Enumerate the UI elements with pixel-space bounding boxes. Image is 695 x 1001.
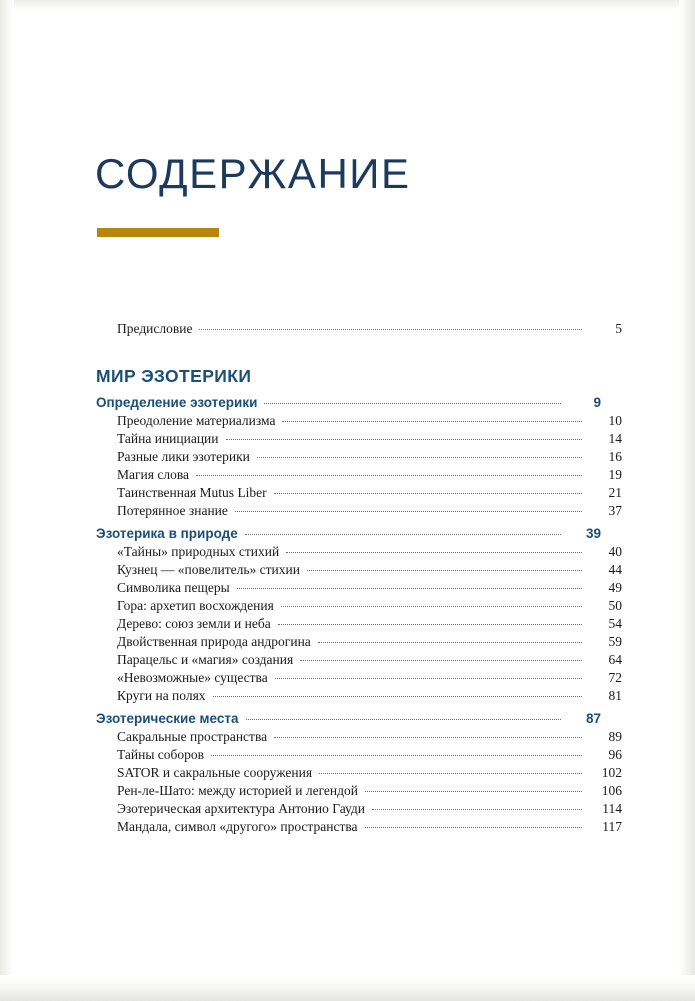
toc-entry[interactable]: [95, 802, 622, 816]
page-content: [95, 0, 622, 1001]
toc-entry-label: Парацельс и «магия» создания: [117, 652, 294, 667]
dot-leader: [319, 773, 582, 774]
dot-leader: [246, 719, 562, 720]
toc-entry[interactable]: [95, 748, 622, 762]
toc-entry-label: Рен-ле-Шато: между историей и легендой: [117, 783, 358, 798]
toc-part-heading: МИР ЭЗОТЕРИКИ: [96, 365, 252, 386]
toc-entry-page: 59: [608, 634, 622, 649]
toc-entry-page: 5: [615, 321, 622, 336]
toc-entry[interactable]: [95, 766, 622, 780]
title-underline-rule: [97, 228, 219, 237]
dot-leader: [199, 329, 582, 330]
toc-entry-page: 64: [608, 652, 622, 667]
toc-entry-page: 106: [601, 783, 622, 798]
toc-entry[interactable]: [95, 545, 622, 559]
toc-entry-page: 54: [608, 616, 622, 631]
toc-chapter-label: Определение эзотерики: [96, 394, 258, 410]
dot-leader: [372, 809, 582, 810]
dot-leader: [274, 737, 582, 738]
toc-entry-page: 49: [608, 580, 622, 595]
toc-entry[interactable]: [95, 635, 622, 649]
page-title: СОДЕРЖАНИЕ: [95, 150, 411, 197]
toc-entry-preface[interactable]: [95, 322, 622, 336]
dot-leader: [264, 403, 561, 404]
toc-entry[interactable]: [95, 450, 622, 464]
toc-entry-label: «Невозможные» существа: [117, 670, 268, 685]
toc-entry-label: Эзотерическая архитектура Антонио Гауди: [117, 801, 366, 816]
dot-leader: [307, 570, 582, 571]
dot-leader: [196, 475, 582, 476]
dot-leader: [365, 827, 582, 828]
page-edge-left: [0, 0, 14, 1001]
toc-entry-page: 37: [608, 503, 622, 518]
toc-entry[interactable]: [95, 820, 622, 834]
dot-leader: [257, 457, 582, 458]
dot-leader: [237, 588, 582, 589]
toc-chapter-page: 39: [585, 525, 601, 541]
toc-entry-page: 50: [608, 598, 622, 613]
toc-entry-label: Разные лики эзотерики: [117, 449, 250, 464]
dot-leader: [226, 439, 582, 440]
toc-entry[interactable]: [95, 784, 622, 798]
toc-entry[interactable]: [95, 486, 622, 500]
dot-leader: [275, 678, 582, 679]
toc-entry[interactable]: [95, 581, 622, 595]
toc-entry-page: 102: [601, 765, 622, 780]
toc-entry[interactable]: [95, 671, 622, 685]
dot-leader: [211, 755, 582, 756]
toc-entry[interactable]: [95, 653, 622, 667]
toc-entry-page: 96: [608, 747, 622, 762]
toc-entry-label: Тайна инициации: [117, 431, 219, 446]
toc-entry[interactable]: [95, 599, 622, 613]
toc-entry-label: Предисловие: [117, 321, 193, 336]
toc-entry-page: 72: [608, 670, 622, 685]
toc-entry[interactable]: [95, 689, 622, 703]
toc-entry-label: Круги на полях: [117, 688, 206, 703]
toc-entry-page: 14: [608, 431, 622, 446]
dot-leader: [245, 534, 561, 535]
toc-chapter-label: Эзотерика в природе: [96, 525, 238, 541]
toc-entry-label: Символика пещеры: [117, 580, 230, 595]
toc-entry-page: 19: [608, 467, 622, 482]
dot-leader: [281, 606, 582, 607]
page-edge-right: [679, 0, 695, 1001]
toc-entry-label: Сакральные пространства: [117, 729, 268, 744]
toc-entry[interactable]: [95, 468, 622, 482]
dot-leader: [213, 696, 582, 697]
toc-entry-label: Дерево: союз земли и неба: [117, 616, 271, 631]
toc-entry[interactable]: [95, 504, 622, 518]
toc-entry-label: «Тайны» природных стихий: [117, 544, 280, 559]
toc-entry-page: 89: [608, 729, 622, 744]
toc-entry[interactable]: [95, 414, 622, 428]
dot-leader: [282, 421, 582, 422]
toc-chapter-row[interactable]: [95, 527, 601, 541]
dot-leader: [235, 511, 582, 512]
toc-entry-label: Двойственная природа андрогина: [117, 634, 311, 649]
toc-entry-label: Потерянное знание: [117, 503, 228, 518]
table-of-contents: [95, 321, 622, 838]
toc-entry-page: 40: [608, 544, 622, 559]
toc-entry-page: 81: [608, 688, 622, 703]
dot-leader: [318, 642, 582, 643]
toc-section: [95, 525, 622, 703]
toc-entry-label: Мандала, символ «другого» пространства: [117, 819, 358, 834]
dot-leader: [274, 493, 582, 494]
toc-chapter-label: Эзотерические места: [96, 710, 239, 726]
toc-entry-page: 21: [608, 485, 622, 500]
toc-entry-page: 44: [608, 562, 622, 577]
toc-entry-page: 114: [602, 801, 622, 816]
toc-entry-label: Гора: архетип восхождения: [117, 598, 274, 613]
toc-entry-label: Преодоление материализма: [117, 413, 276, 428]
dot-leader: [286, 552, 582, 553]
toc-section: [95, 710, 622, 834]
toc-chapter-row[interactable]: [95, 712, 601, 726]
toc-entry[interactable]: [95, 563, 622, 577]
toc-entry-label: Тайны соборов: [117, 747, 205, 762]
toc-entry-page: 117: [602, 819, 622, 834]
toc-entry-label: Магия слова: [117, 467, 190, 482]
toc-section: [95, 394, 622, 518]
toc-chapter-page: 9: [593, 394, 601, 410]
toc-entry-label: Таинственная Mutus Liber: [117, 485, 267, 500]
toc-entry[interactable]: [95, 617, 622, 631]
toc-entry-label: Кузнец — «повелитель» стихии: [117, 562, 300, 577]
toc-chapter-page: 87: [585, 710, 601, 726]
toc-entry[interactable]: [95, 432, 622, 446]
dot-leader: [365, 791, 582, 792]
toc-entry-label: SATOR и сакральные сооружения: [117, 765, 313, 780]
toc-entry-page: 10: [608, 413, 622, 428]
dot-leader: [278, 624, 582, 625]
toc-chapter-row[interactable]: [95, 396, 601, 410]
toc-entry[interactable]: [95, 730, 622, 744]
toc-entry-page: 16: [608, 449, 622, 464]
dot-leader: [300, 660, 582, 661]
